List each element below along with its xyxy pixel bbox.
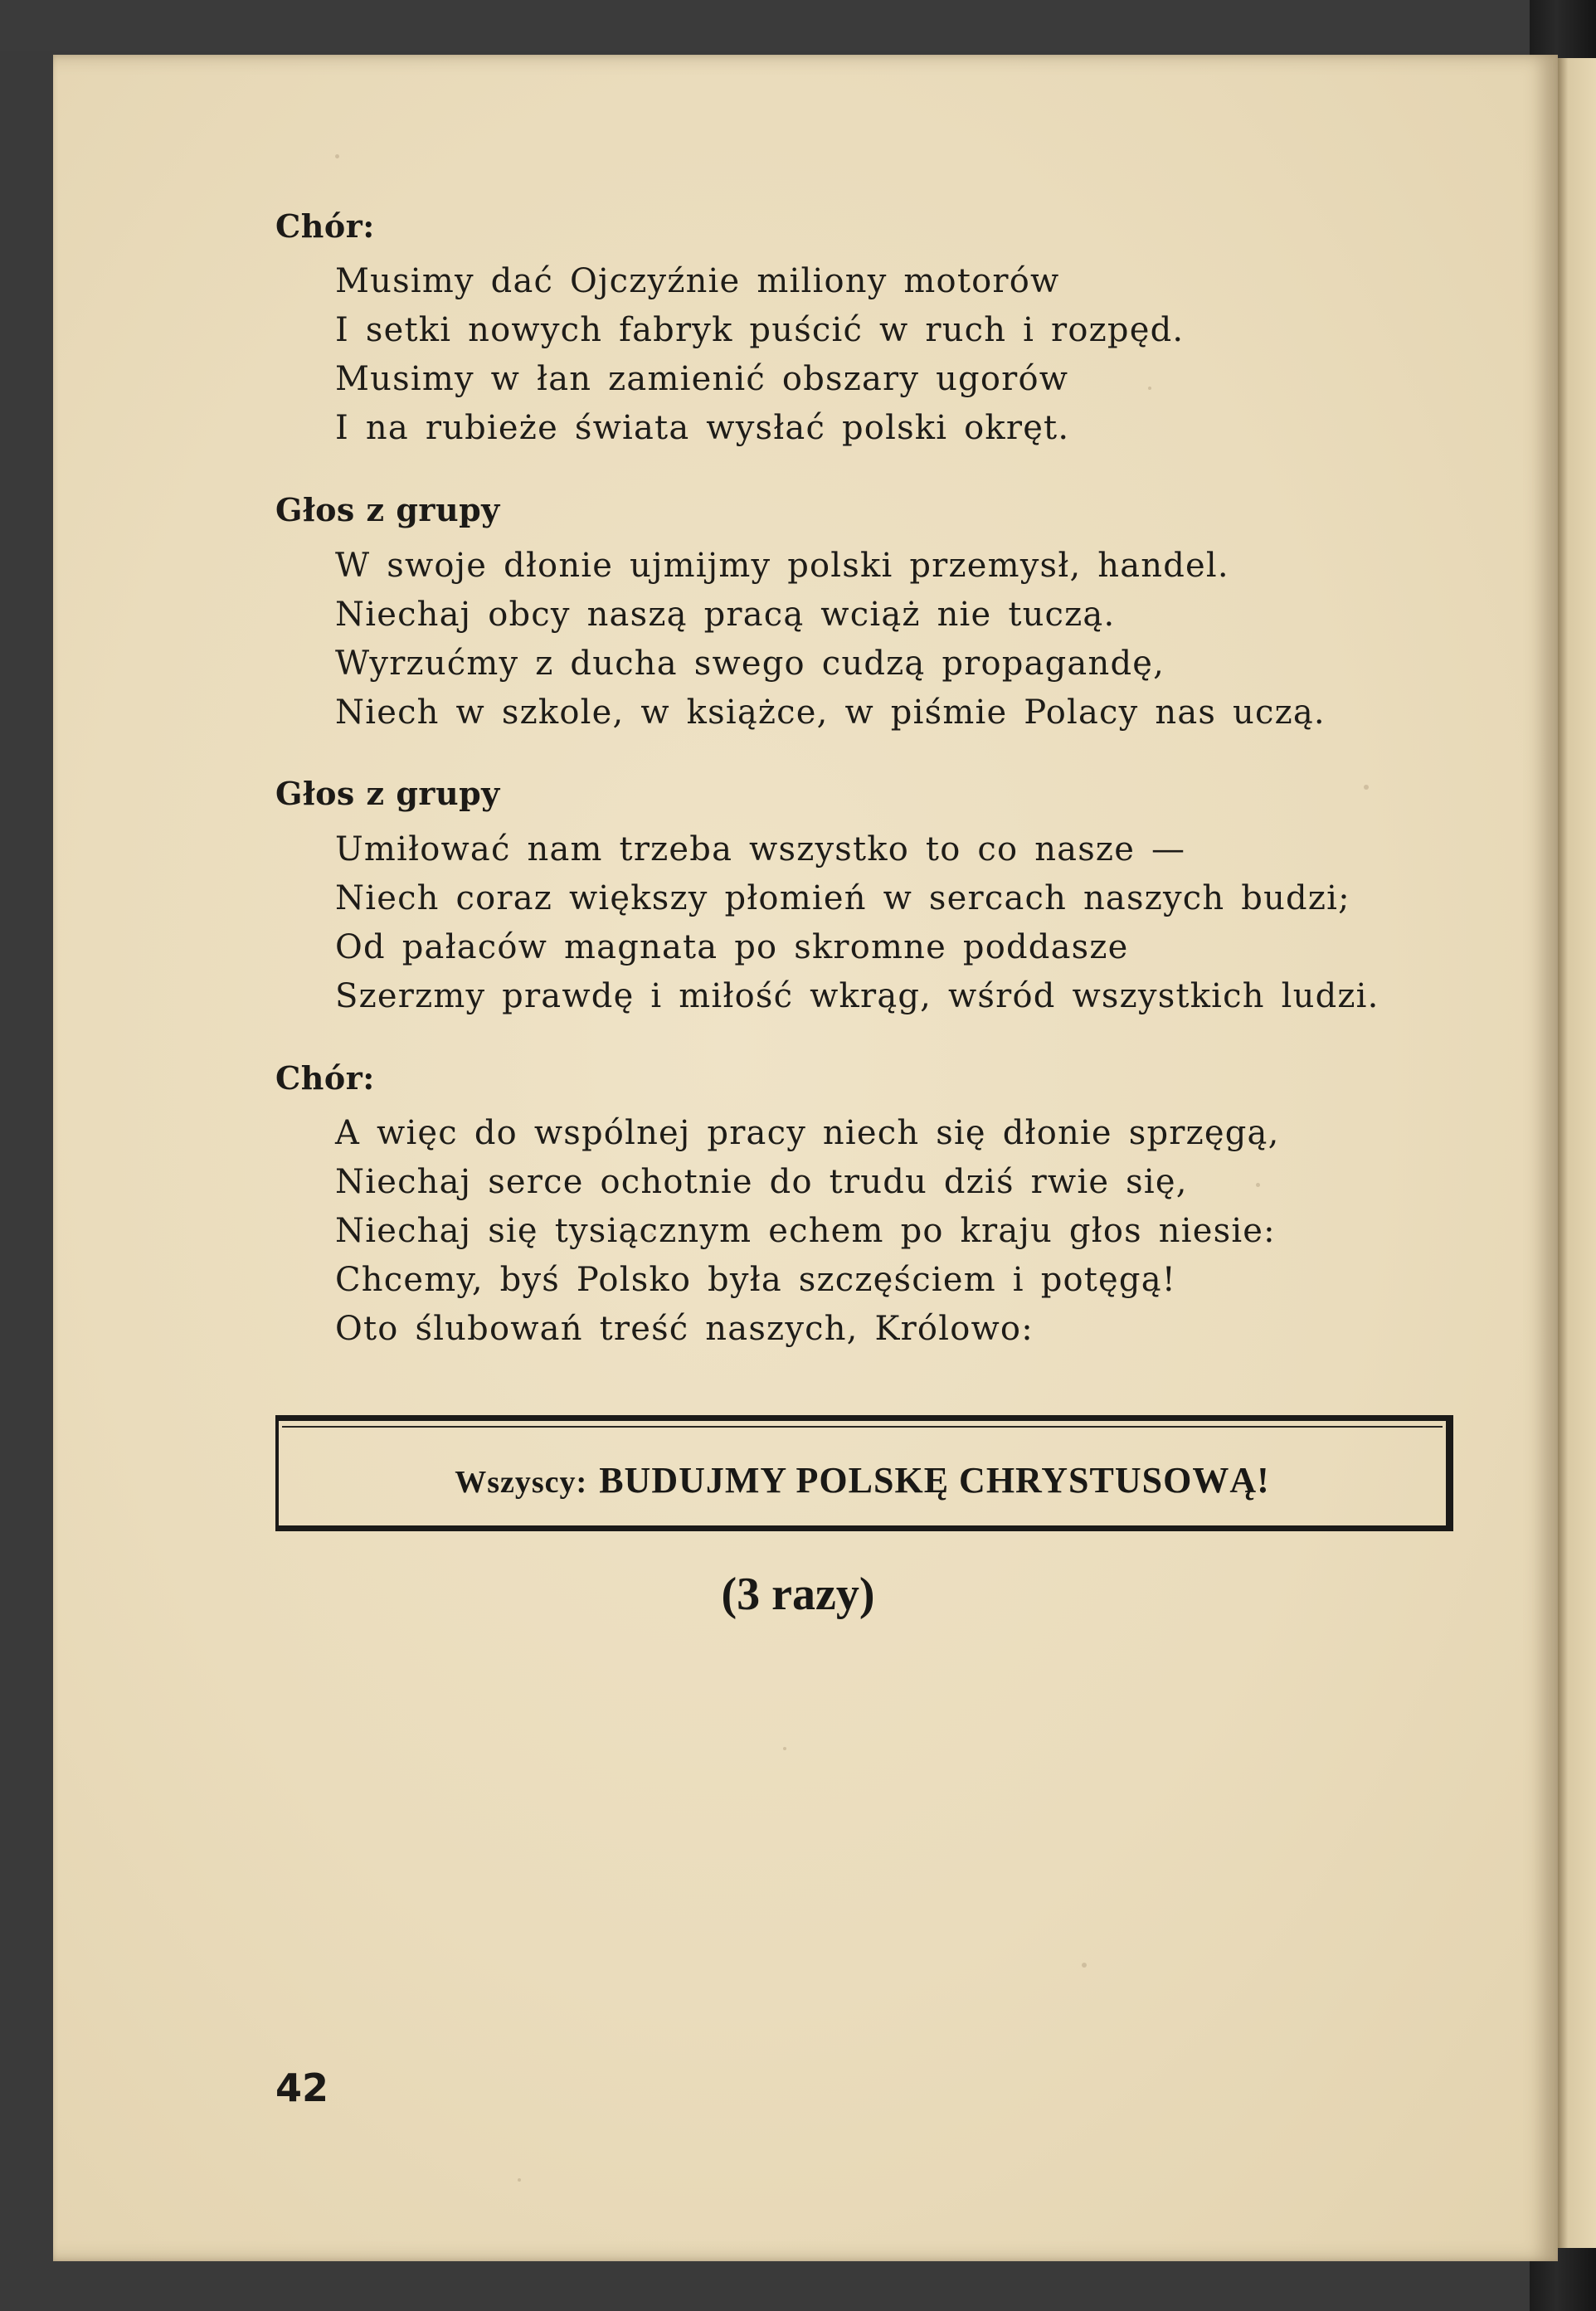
acclamation-box <box>275 1415 1453 1531</box>
acclamation-lead: Wszyscy: <box>455 1465 588 1500</box>
paper-speckle <box>518 2178 521 2182</box>
acclamation-text <box>279 1459 1446 1501</box>
paper-speckle <box>1148 387 1151 390</box>
verse-line: Umiłować nam trzeba wszystko to co nasze — <box>335 830 1186 868</box>
verse-line: Chcemy, byś Polsko była szczęściem i potęgą! <box>335 1261 1177 1299</box>
verse-line: I na rubieże świata wysłać polski okręt. <box>335 409 1070 447</box>
scan-background-top <box>0 0 1596 51</box>
verse-line: Niechaj się tysiącznym echem po kraju głos niesie: <box>335 1212 1276 1250</box>
verse-line: Od pałaców magnata po skromne poddasze <box>335 928 1129 966</box>
paper-speckle <box>335 154 339 158</box>
verse-line: Wyrzućmy z ducha swego cudzą propagandę, <box>335 645 1165 683</box>
verse-line: Niechaj obcy naszą pracą wciąż nie tuczą. <box>335 596 1116 634</box>
verse-line: Niech w szkole, w książce, w piśmie Polacy nas uczą. <box>335 693 1326 732</box>
speaker-label: Głos z grupy <box>275 775 500 812</box>
verse-line: Niechaj serce ochotnie do trudu dziś rwie się, <box>335 1163 1188 1201</box>
verse-line: Oto ślubowań treść naszych, Królowo: <box>335 1310 1034 1348</box>
verse-line: I setki nowych fabryk puścić w ruch i rozpęd. <box>335 311 1185 349</box>
verse-line: Musimy w łan zamienić obszary ugorów <box>335 360 1069 398</box>
page-number: 42 <box>275 2065 329 2110</box>
paper-speckle <box>1364 785 1369 790</box>
verse-line: A więc do wspólnej pracy niech się dłonie sprzęgą, <box>335 1114 1280 1152</box>
paper-speckle <box>1082 1963 1087 1968</box>
paper-speckle <box>783 1747 786 1750</box>
adjacent-page-edge <box>1556 58 1596 2248</box>
verse-line: Niech coraz większy płomień w sercach naszych budzi; <box>335 879 1350 917</box>
verse-line: Musimy dać Ojczyźnie miliony motorów <box>335 262 1060 300</box>
speaker-label: Głos z grupy <box>275 491 500 528</box>
speaker-label: Chór: <box>275 207 375 245</box>
paper-speckle <box>1256 1183 1260 1187</box>
acclamation-main: BUDUJMY POLSKĘ CHRYSTUSOWĄ! <box>599 1460 1270 1501</box>
verse-line: Szerzmy prawdę i miłość wkrąg, wśród wszystkich ludzi. <box>335 977 1379 1015</box>
speaker-label: Chór: <box>275 1059 375 1097</box>
repeat-note: (3 razy) <box>721 1569 875 1620</box>
verse-line: W swoje dłonie ujmijmy polski przemysł, handel. <box>335 547 1229 585</box>
